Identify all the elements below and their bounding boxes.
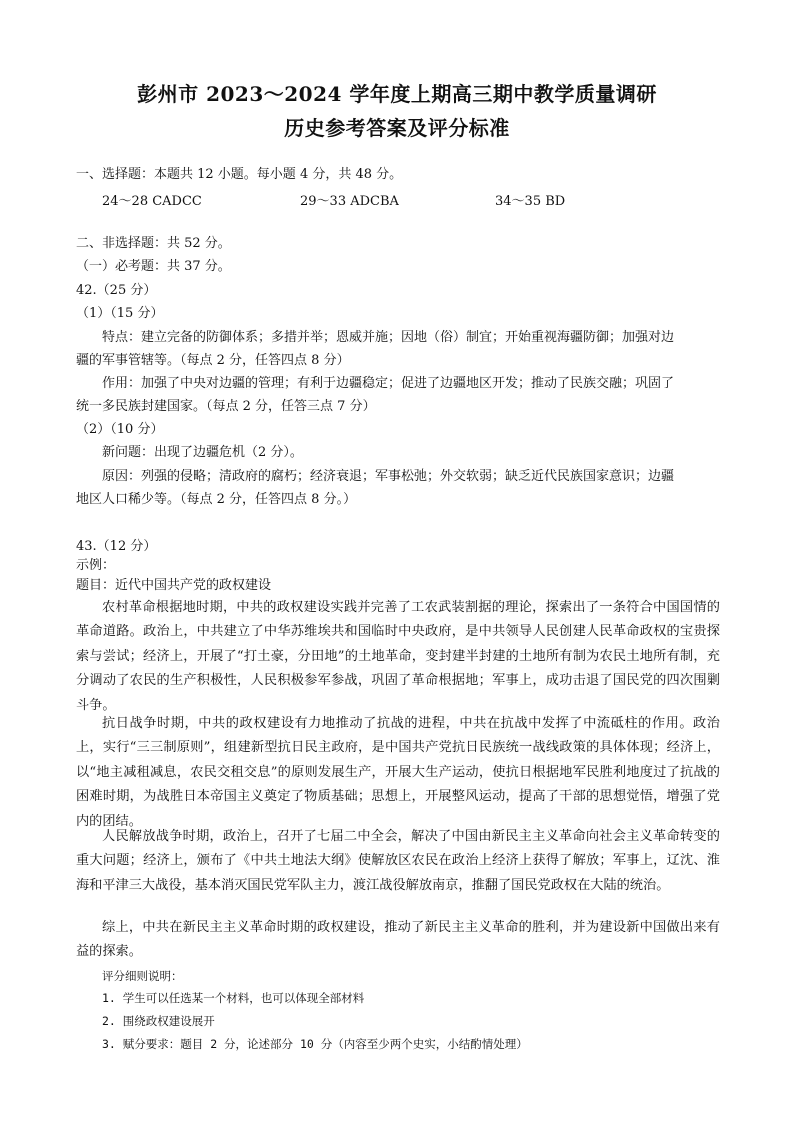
answer-group-2: 29～33 ADCBA xyxy=(300,194,399,209)
q43-example-label: 示例： xyxy=(76,558,116,573)
answer-group-1: 24～28 CADCC xyxy=(102,194,202,209)
rubric-item-1: 1. 学生可以任选某一个材料，也可以体现全部材料 xyxy=(102,991,365,1005)
q42-effect-line2: 统一多民族封建国家。（每点 2 分，任答三点 7 分） xyxy=(76,399,376,414)
rubric-item-2: 2. 围绕政权建设展开 xyxy=(102,1014,215,1028)
q42-features-line2: 疆的军事管辖等。（每点 2 分，任答四点 8 分） xyxy=(76,353,350,368)
q42-label: 42.（25 分） xyxy=(76,283,157,298)
q43-paragraph-2: 抗日战争时期，中共的政权建设有力地推动了抗战的进程，中共在抗战中发挥了中流砥柱的作用。政治上，实行“三三制原则”，组建新型抗日民主政府，是中国共产党抗日民族统一战线政策的具体体现；经济上，以“地主减租减息，农民交租交息”的原则发展生产，开展大生产运动，使抗日根据地军民胜利地度过了抗战的困难时期，为战胜日本帝国主义奠定了物质基础；思想上，开展整风运动，提高了干部的思想觉悟，增强了党内的团结。 xyxy=(76,716,720,829)
q42-effect-line1: 作用：加强了中央对边疆的管理；有利于边疆稳定；促进了边疆地区开发；推动了民族交融；巩固了 xyxy=(102,376,675,391)
rubric-item-3: 3. 赋分要求：题目 2 分，论述部分 10 分（内容至少两个史实，小结酌情处理） xyxy=(102,1037,528,1051)
section2-heading: 二、非选择题：共 52 分。 xyxy=(76,236,231,251)
document-title: 彭州市 2023～2024 学年度上期高三期中教学质量调研 xyxy=(137,82,657,106)
q42-reason-line1: 原因：列强的侵略；清政府的腐朽；经济衰退；军事松弛；外交软弱；缺乏近代民族国家意识；边疆 xyxy=(102,469,675,484)
q43-paragraph-3: 人民解放战争时期，政治上，召开了七届二中全会，解决了中国由新民主主义革命向社会主义革命转变的重大问题；经济上，颁布了《中共土地法大纲》使解放区农民在政治上经济上获得了解放；军事上，辽沈、淮海和平津三大战役，基本消灭国民党军队主力，渡江战役解放南京，推翻了国民党政权在大陆的统治。 xyxy=(76,829,720,893)
q43-paragraph-4: 综上，中共在新民主主义革命时期的政权建设，推动了新民主主义革命的胜利，并为建设新中国做出来有益的探索。 xyxy=(76,920,720,960)
required-questions-heading: （一）必考题：共 37 分。 xyxy=(76,259,231,274)
answer-group-3: 34～35 BD xyxy=(495,194,566,209)
q42-new-issue: 新问题：出现了边疆危机（2 分）。 xyxy=(102,445,303,460)
q42-part2-label: （2）（10 分） xyxy=(76,422,164,437)
q43-paragraph-1: 农村革命根据地时期，中共的政权建设实践并完善了工农武装割据的理论，探索出了一条符合中国国情的革命道路。政治上，中共建立了中华苏维埃共和国临时中央政府，是中共领导人民创建人民革命政权的宝贵探索与尝试；经济上，开展了“打土豪，分田地”的土地革命，变封建半封建的土地所有制为农民土地所有制，充分调动了农民的生产积极性，人民积极参军参战，巩固了革命根据地；军事上，成功击退了国民党的四次围剿斗争。 xyxy=(76,600,720,713)
document-subtitle: 历史参考答案及评分标准 xyxy=(284,116,510,140)
q43-topic: 题目：近代中国共产党的政权建设 xyxy=(76,578,272,593)
q43-label: 43.（12 分） xyxy=(76,539,157,554)
q42-reason-line2: 地区人口稀少等。（每点 2 分，任答四点 8 分。） xyxy=(76,492,357,507)
rubric-title: 评分细则说明： xyxy=(102,969,183,983)
section1-heading: 一、选择题：本题共 12 小题。每小题 4 分，共 48 分。 xyxy=(76,167,403,182)
q42-part1-label: （1）（15 分） xyxy=(76,306,164,321)
q42-features-line1: 特点：建立完备的防御体系；多措并举；恩威并施；因地（俗）制宜；开始重视海疆防御；加强对边 xyxy=(102,330,675,345)
